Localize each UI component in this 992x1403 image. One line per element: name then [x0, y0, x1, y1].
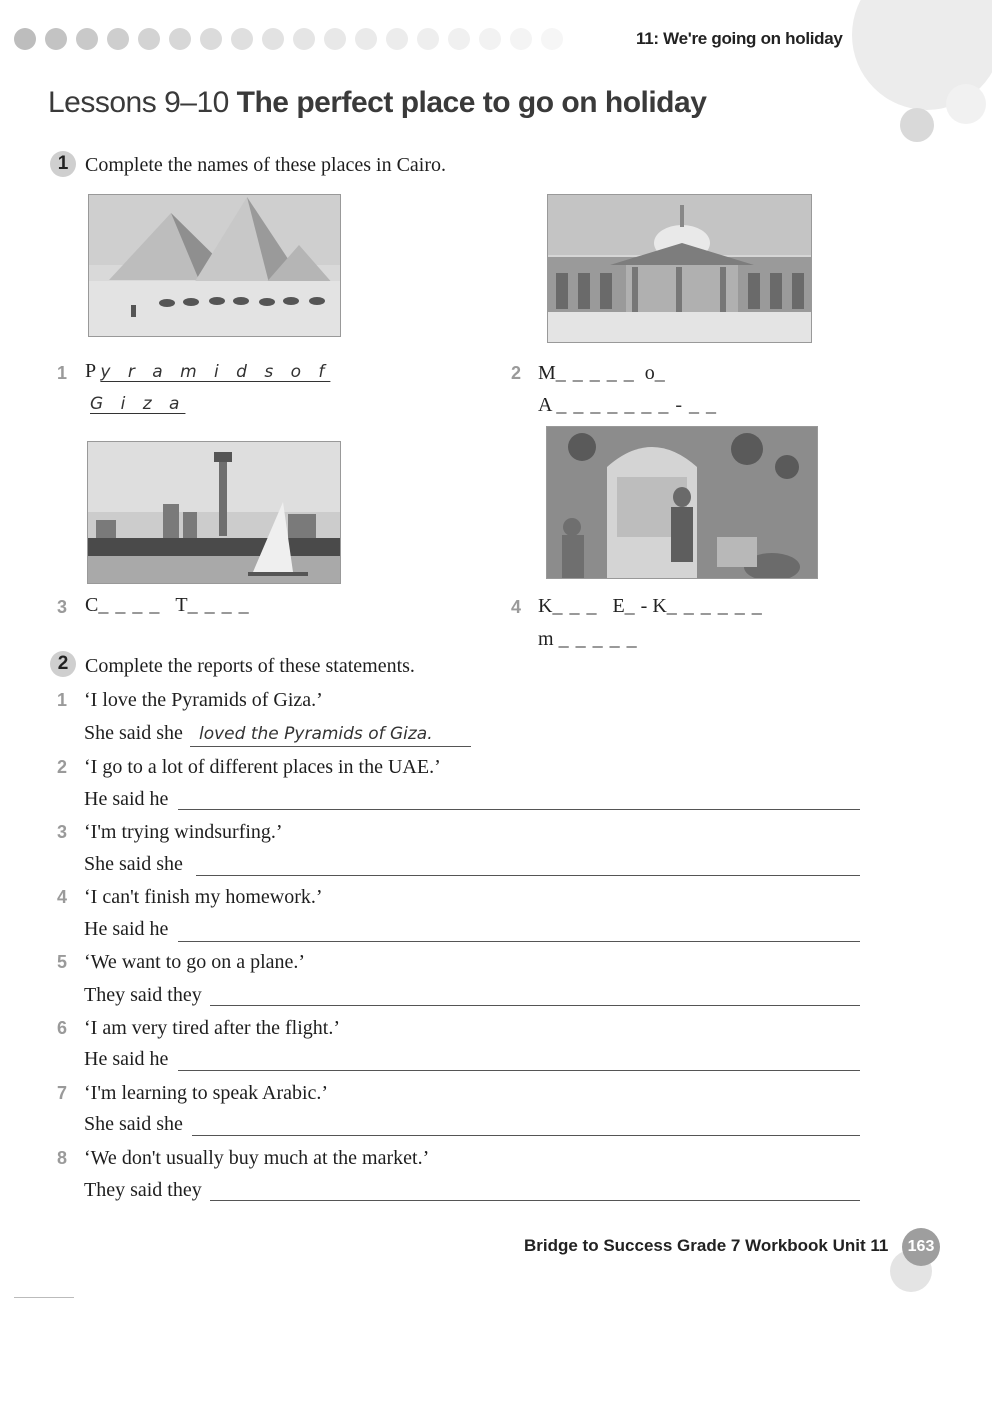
decor-dot	[231, 28, 253, 50]
blank: _	[624, 595, 636, 617]
decor-dot	[169, 28, 191, 50]
letter: T	[175, 594, 188, 616]
statement-quote: ‘I love the Pyramids of Giza.’	[84, 689, 323, 711]
decor-bubble	[900, 108, 934, 142]
statement-quote: ‘I'm trying windsurfing.’	[84, 821, 283, 843]
answer-line[interactable]	[192, 1135, 860, 1136]
letter: A	[538, 394, 552, 416]
report-lead: They said they	[84, 984, 202, 1006]
decor-dot	[76, 28, 98, 50]
report-lead: She said she	[84, 1113, 183, 1135]
exercise-1-badge: 1	[50, 151, 76, 177]
answer-line[interactable]	[178, 809, 860, 810]
item-1-answer-line-1	[85, 360, 330, 383]
header-dot-strip	[14, 28, 563, 50]
decor-dot	[45, 28, 67, 50]
decor-dot	[386, 28, 408, 50]
exercise-2-instruction: Complete the reports of these statements.	[85, 655, 415, 677]
unit-header: 11: We're going on holiday	[636, 29, 843, 48]
answer-line[interactable]	[178, 1070, 860, 1071]
item-1-answer-line-2	[90, 392, 185, 415]
answer-line	[190, 746, 471, 747]
blank: _ _ _ _ _	[555, 362, 635, 384]
handwritten-answer: G i z a	[90, 394, 186, 414]
blank: _ _ _ _	[187, 594, 250, 616]
blank: _ _ _	[552, 595, 598, 617]
blank: _	[654, 362, 666, 384]
item-number: 5	[57, 952, 68, 972]
item-number: 3	[57, 822, 68, 842]
item-number: 8	[57, 1148, 68, 1168]
blank: _ _ _ _ _ _	[666, 595, 763, 617]
lessons-label: Lessons 9–10	[48, 86, 229, 119]
decor-dot	[138, 28, 160, 50]
footer-rule	[14, 1297, 74, 1298]
report-lead: He said he	[84, 788, 169, 810]
item-number: 1	[57, 363, 68, 383]
item-number: 4	[57, 887, 68, 907]
decor-dot	[510, 28, 532, 50]
decor-dot	[541, 28, 563, 50]
letter: M	[538, 362, 556, 384]
handwritten-answer: y r a m i d s o f	[100, 362, 331, 382]
item-number: 1	[57, 690, 68, 710]
item-number: 6	[57, 1018, 68, 1038]
example-answer: loved the Pyramids of Giza.	[199, 724, 433, 744]
book-title-footer: Bridge to Success Grade 7 Workbook Unit 11	[524, 1236, 889, 1255]
decor-dot	[293, 28, 315, 50]
answer-line[interactable]	[210, 1200, 860, 1201]
decor-dot	[417, 28, 439, 50]
item-number: 2	[511, 363, 522, 383]
cairo-tower-picture	[87, 441, 341, 584]
blank: _ _ _ _	[98, 594, 161, 616]
report-lead: He said he	[84, 918, 169, 940]
exercise-1-instruction: Complete the names of these places in Cairo.	[85, 154, 447, 176]
item-number: 4	[511, 597, 522, 617]
statement-quote: ‘I'm learning to speak Arabic.’	[84, 1082, 329, 1104]
report-lead: She said she	[84, 722, 183, 744]
statement-quote: ‘We want to go on a plane.’	[84, 951, 306, 973]
letter: m	[538, 628, 554, 650]
decor-dot	[355, 28, 377, 50]
statement-quote: ‘I am very tired after the flight.’	[84, 1017, 340, 1039]
mosque-picture	[547, 194, 812, 343]
decor-dot	[107, 28, 129, 50]
item-number: 3	[57, 597, 68, 617]
pyramids-picture	[88, 194, 341, 337]
decor-bubble	[946, 84, 986, 124]
letter: o	[644, 362, 655, 384]
page-title	[48, 86, 706, 120]
exercise-2-badge: 2	[50, 651, 76, 677]
answer-line[interactable]	[178, 941, 860, 942]
report-lead: She said she	[84, 853, 183, 875]
first-letter: P	[85, 360, 96, 382]
page-heading: The perfect place to go on holiday	[236, 86, 707, 119]
item-4-line-1	[538, 595, 763, 618]
letter: E	[612, 595, 625, 617]
decor-dot	[200, 28, 222, 50]
letter: C	[85, 594, 99, 616]
item-2-line-1	[538, 362, 666, 385]
decor-dot	[262, 28, 284, 50]
decor-dot	[14, 28, 36, 50]
item-4-line-2	[538, 628, 638, 651]
decor-dot	[448, 28, 470, 50]
blank: _ _ _ _ _ _ _ - _ _	[556, 394, 718, 416]
item-2-line-2	[538, 394, 717, 417]
blank: _ _ _ _ _	[558, 628, 638, 650]
letter: K	[538, 595, 553, 617]
statement-quote: ‘We don't usually buy much at the market.’	[84, 1147, 430, 1169]
decor-dot	[479, 28, 501, 50]
answer-line[interactable]	[196, 875, 860, 876]
letter: - K	[640, 595, 667, 617]
report-lead: He said he	[84, 1048, 169, 1070]
item-number: 2	[57, 757, 68, 777]
report-lead: They said they	[84, 1179, 202, 1201]
statement-quote: ‘I can't finish my homework.’	[84, 886, 323, 908]
decor-dot	[324, 28, 346, 50]
item-number: 7	[57, 1083, 68, 1103]
answer-line[interactable]	[210, 1005, 860, 1006]
market-picture	[546, 426, 818, 579]
item-3-line	[85, 594, 250, 617]
statement-quote: ‘I go to a lot of different places in the UAE.’	[84, 756, 441, 778]
page-number-badge: 163	[902, 1228, 940, 1266]
